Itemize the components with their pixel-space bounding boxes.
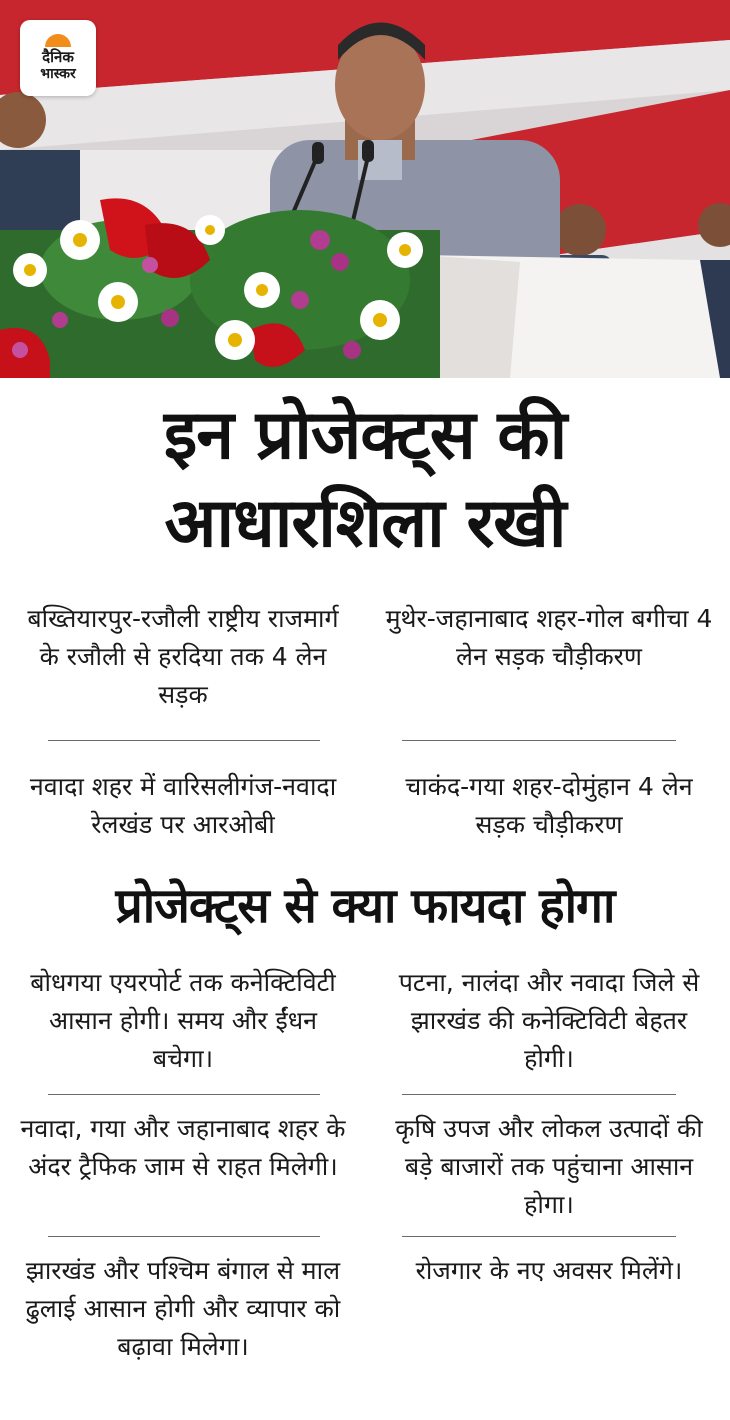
project-item: बख्तियारपुर-रजौली राष्ट्रीय राजमार्ग के रजौली से हरदिया तक 4 लेन सड़क [27, 604, 339, 709]
headline-line2: आधारशिला रखी [164, 484, 566, 563]
headline-line1: इन प्रोजेक्ट्स की [163, 396, 567, 475]
benefit-item: पटना, नालंदा और नवादा जिले से झारखंड की कनेक्टिविटी बेहतर होगी। [398, 968, 700, 1073]
benefit-item: रोजगार के नए अवसर मिलेंगे। [415, 1256, 683, 1285]
benefits-heading: प्रोजेक्ट्स से क्या फायदा होगा [115, 878, 615, 934]
speaker-photo-illustration [0, 0, 730, 378]
divider [402, 1236, 676, 1237]
benefit-item: झारखंड और पश्चिम बंगाल से माल ढुलाई आसान होगी और व्यापार को बढ़ावा मिलेगा। [25, 1256, 341, 1361]
divider [402, 740, 676, 741]
headline [0, 392, 730, 568]
benefit-item: नवादा, गया और जहानाबाद शहर के अंदर ट्रैफिक जाम से राहत मिलेगी। [20, 1114, 346, 1181]
divider [48, 740, 320, 741]
hero-photo [0, 0, 730, 378]
divider [48, 1236, 320, 1237]
divider [48, 1094, 320, 1095]
project-item: चाकंद-गया शहर-दोमुंहान 4 लेन सड़क चौड़ीकरण [405, 772, 693, 839]
sun-logo-icon [45, 34, 71, 47]
dainik-bhaskar-logo [20, 20, 96, 96]
project-item: मुथेर-जहानाबाद शहर-गोल बगीचा 4 लेन सड़क चौड़ीकरण [385, 604, 713, 671]
project-item: नवादा शहर में वारिसलीगंज-नवादा रेलखंड पर आरओबी [29, 772, 337, 839]
divider [402, 1094, 676, 1095]
logo-text-line1: दैनिक [42, 47, 74, 66]
logo-text-line2: भास्कर [40, 65, 76, 82]
benefit-item: कृषि उपज और लोकल उत्पादों की बड़े बाजारों तक पहुंचाना आसान होगा। [395, 1114, 703, 1219]
benefit-item: बोधगया एयरपोर्ट तक कनेक्टिविटी आसान होगी। समय और ईंधन बचेगा। [30, 968, 336, 1073]
